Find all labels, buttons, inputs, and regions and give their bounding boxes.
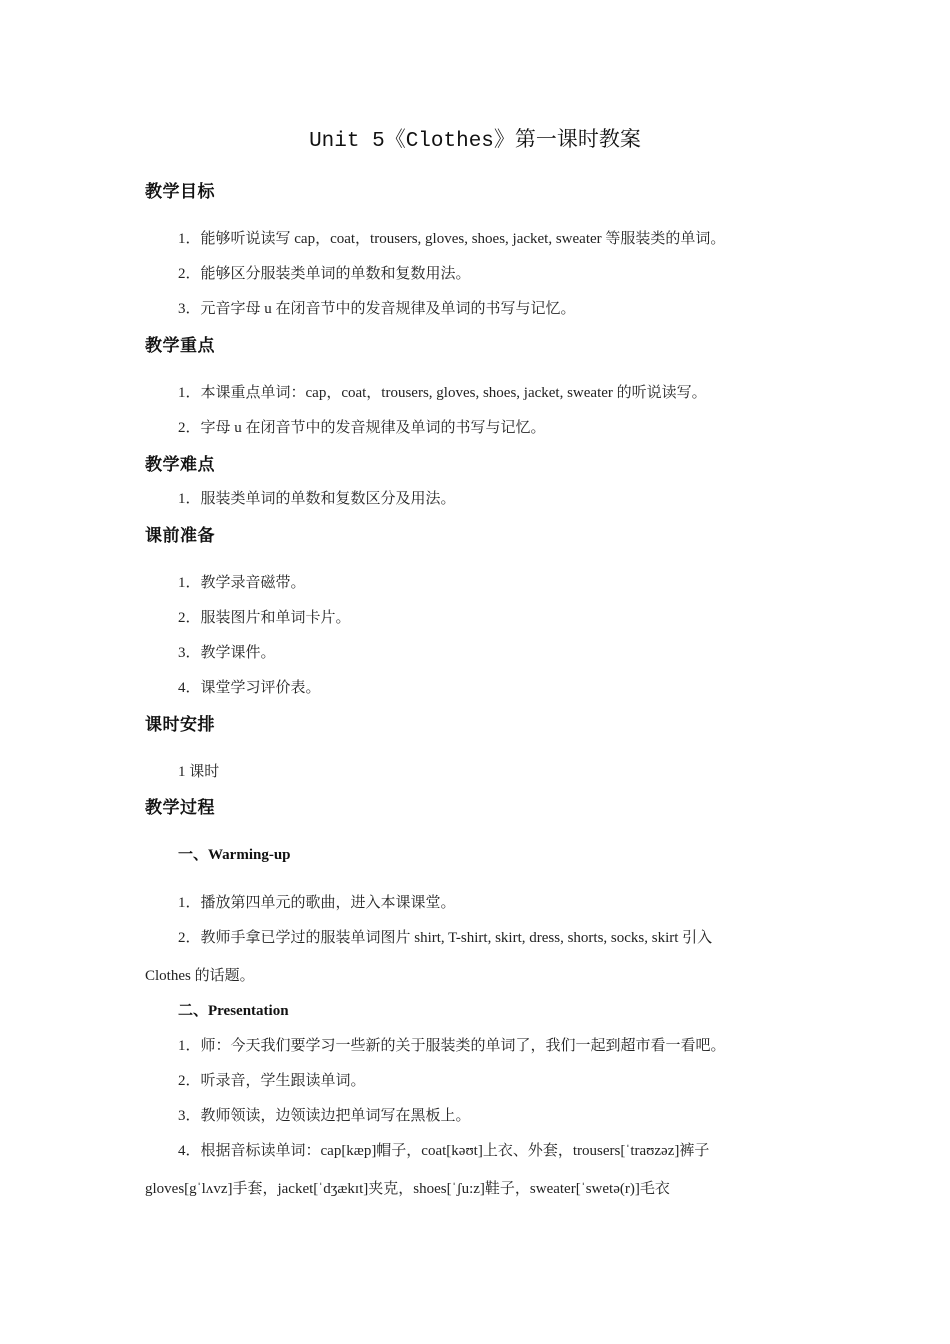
subheading-warmup: 一、Warming-up (178, 847, 291, 863)
presentation-item-3: 3．教师领读，边领读边把单词写在黑板上。 (178, 1108, 471, 1124)
warmup-item-1: 1．播放第四单元的歌曲，进入本课课堂。 (178, 895, 456, 911)
difficulty-item-1: 1．服装类单词的单数和复数区分及用法。 (178, 491, 456, 507)
subheading-presentation: 二、Presentation (178, 1003, 289, 1019)
section-heading-key-points: 教学重点 (145, 336, 215, 356)
presentation-item-2: 2．听录音，学生跟读单词。 (178, 1073, 366, 1089)
section-heading-process: 教学过程 (145, 798, 215, 818)
document-title: Unit 5《Clothes》第一课时教案 (309, 130, 641, 153)
schedule-text: 1 课时 (178, 764, 220, 780)
goal-item-3: 3．元音字母 u 在闭音节中的发音规律及单词的书写与记忆。 (178, 301, 576, 317)
key-point-item-2: 2．字母 u 在闭音节中的发音规律及单词的书写与记忆。 (178, 420, 546, 436)
presentation-item-1: 1．师：今天我们要学习一些新的关于服装类的单词了，我们一起到超市看一看吧。 (178, 1038, 726, 1054)
preparation-item-2: 2．服装图片和单词卡片。 (178, 610, 351, 626)
goal-item-1: 1．能够听说读写 cap，coat，trousers, gloves, shoes, jacket, sweater 等服装类的单词。 (178, 231, 726, 247)
section-heading-schedule: 课时安排 (145, 715, 215, 735)
presentation-item-4: 4．根据音标读单词：cap[kæp]帽子，coat[kəʊt]上衣、外套，trousers[ˈtraʊzəz]裤子 (178, 1143, 710, 1159)
warmup-item-2-continued: Clothes 的话题。 (145, 968, 255, 984)
presentation-item-4-continued: gloves[gˈlʌvz]手套，jacket[ˈdʒækɪt]夹克，shoes[ˈʃu:z]鞋子，sweater[ˈswetə(r)]毛衣 (145, 1181, 670, 1197)
preparation-item-1: 1．教学录音磁带。 (178, 575, 306, 591)
section-heading-goals: 教学目标 (145, 182, 215, 202)
section-heading-preparation: 课前准备 (145, 526, 215, 546)
warmup-item-2: 2．教师手拿已学过的服装单词图片 shirt, T-shirt, skirt, dress, shorts, socks, skirt 引入 (178, 930, 713, 946)
key-point-item-1: 1．本课重点单词：cap，coat，trousers, gloves, shoes, jacket, sweater 的听说读写。 (178, 385, 707, 401)
goal-item-2: 2．能够区分服装类单词的单数和复数用法。 (178, 266, 471, 282)
preparation-item-3: 3．教学课件。 (178, 645, 276, 661)
section-heading-difficulties: 教学难点 (145, 455, 215, 475)
preparation-item-4: 4．课堂学习评价表。 (178, 680, 321, 696)
